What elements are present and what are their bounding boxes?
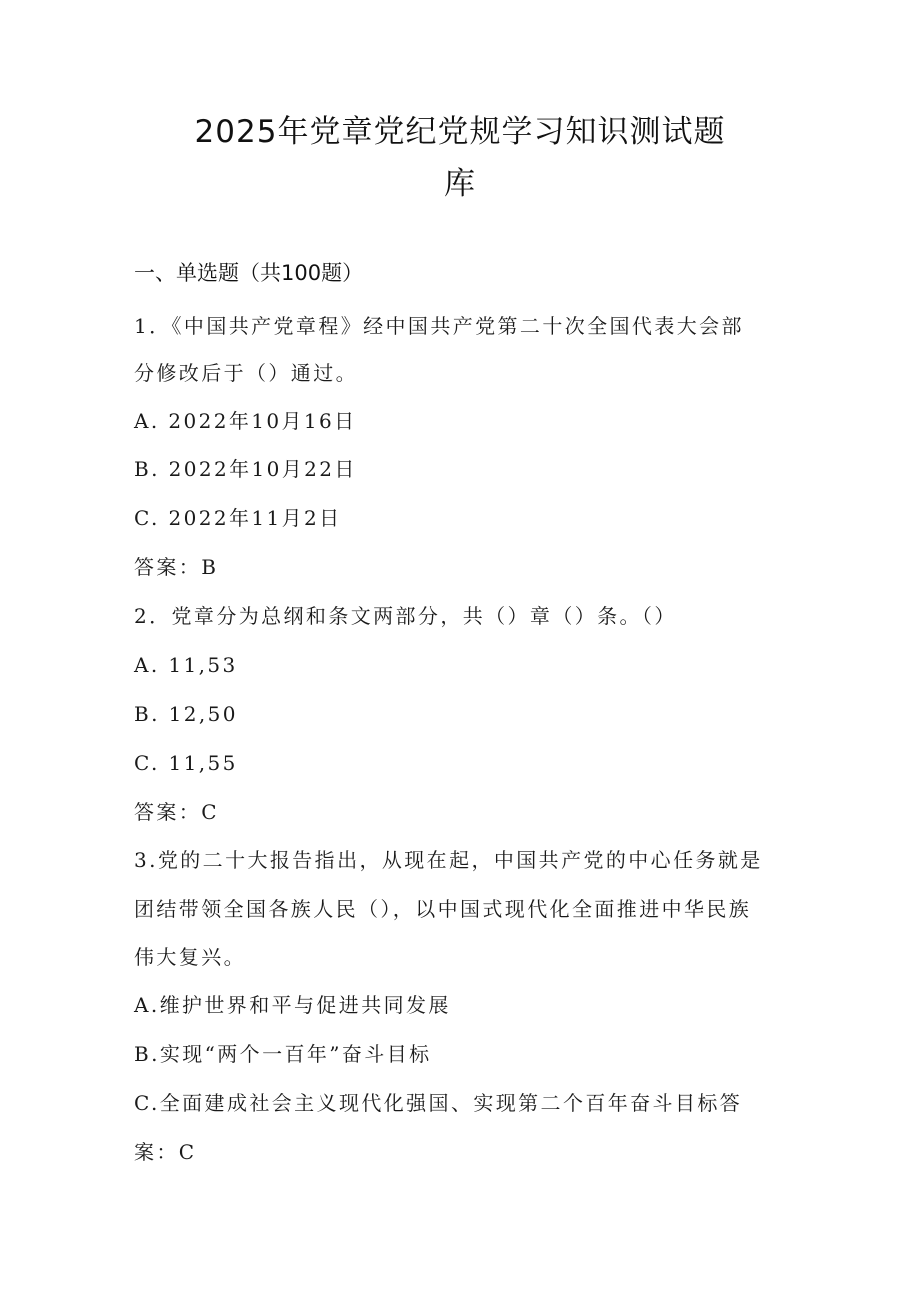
section-heading: 一、单选题（共100题） (134, 261, 364, 285)
question-3-option-b: B.实现“两个一百年”奋斗目标 (134, 1042, 432, 1066)
question-3-text-line-3: 伟大复兴。 (134, 945, 246, 969)
question-3-option-c: C.全面建成社会主义现代化强国、实现第二个百年奋斗目标答 (134, 1091, 743, 1115)
question-1-option-b: B. 2022年10月22日 (134, 457, 357, 481)
question-1-answer: 答案：B (134, 555, 219, 579)
question-3-text-line-2: 团结带领全国各族人民（），以中国式现代化全面推进中华民族 (134, 897, 752, 921)
question-1-option-c: C. 2022年11月2日 (134, 506, 342, 530)
question-2-text: 2．党章分为总纲和条文两部分，共（）章（）条。（） (134, 604, 677, 628)
question-3-text-line-1: 3.党的二十大报告指出，从现在起，中国共产党的中心任务就是 (134, 848, 763, 872)
question-3-option-a: A.维护世界和平与促进共同发展 (134, 993, 451, 1017)
document-title-line-1: 2025年党章党纪党规学习知识测试题 (194, 114, 726, 150)
question-2-option-b: B. 12,50 (134, 702, 238, 726)
question-2-answer: 答案：C (134, 800, 219, 824)
question-1-text-line-1: 1．《中国共产党章程》经中国共产党第二十次全国代表大会部 (134, 314, 744, 338)
question-1-option-a: A. 2022年10月16日 (134, 409, 357, 433)
question-3-answer: 案：C (134, 1140, 197, 1164)
question-2-option-a: A. 11,53 (134, 653, 238, 677)
question-2-option-c: C. 11,55 (134, 751, 238, 775)
document-title-line-2: 库 (444, 166, 476, 202)
question-1-text-line-2: 分修改后于（）通过。 (134, 361, 358, 385)
